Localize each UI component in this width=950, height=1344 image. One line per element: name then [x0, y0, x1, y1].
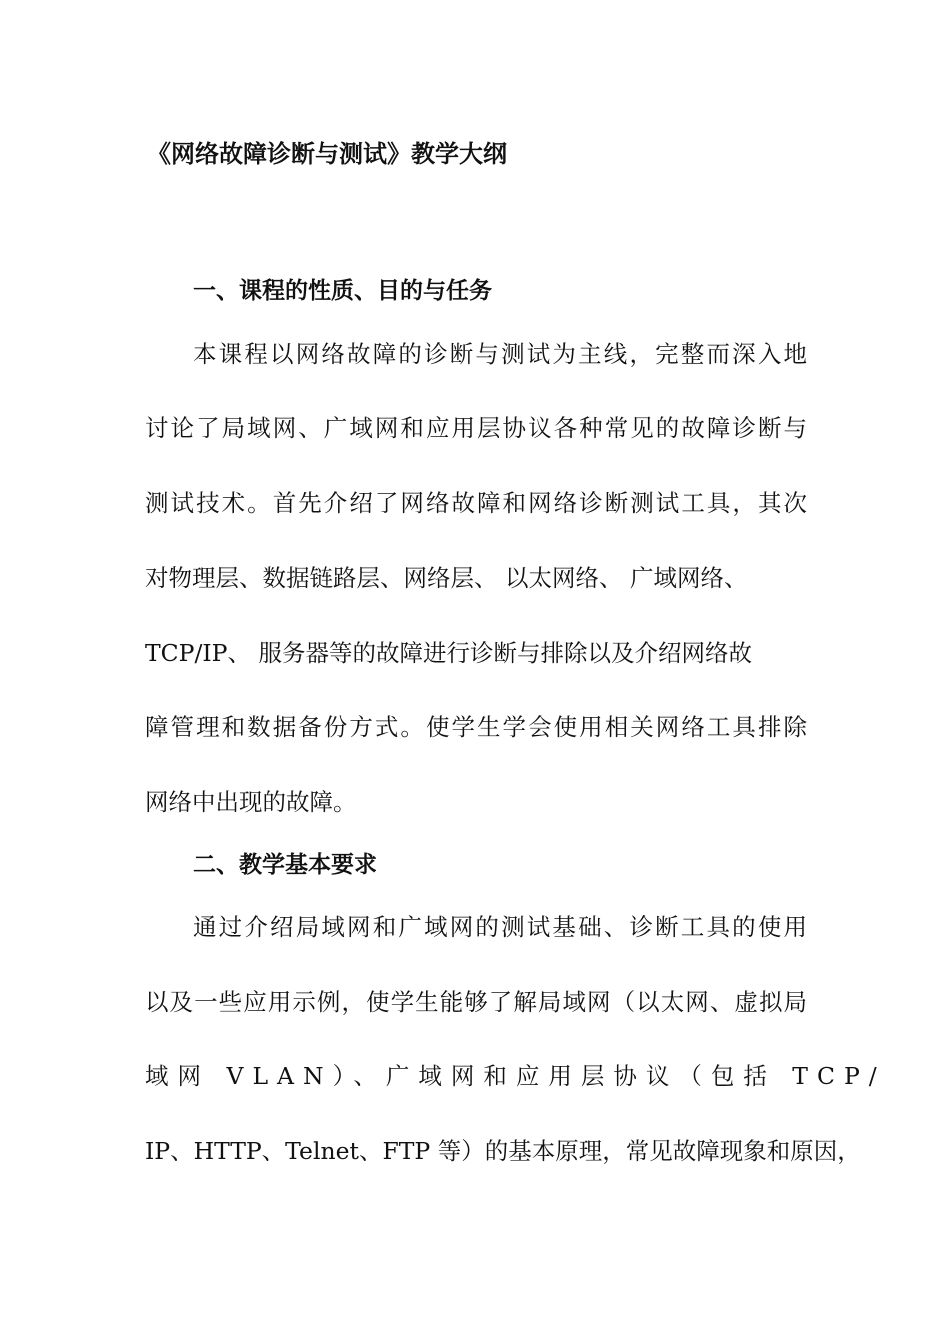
paragraph-line: 测试技术。首先介绍了网络故障和网络诊断测试工具，其次 [145, 489, 807, 517]
paragraph-line: 本课程以网络故障的诊断与测试为主线，完整而深入地 [193, 340, 807, 368]
paragraph-line: 域网 VLAN）、广域网和应用层协议（包括 TCP/ [145, 1062, 886, 1090]
paragraph-line: 对物理层、数据链路层、网络层、 以太网络、 广域网络、 [145, 564, 748, 592]
section-heading-1: 一、课程的性质、目的与任务 [193, 278, 492, 304]
paragraph-line: 网络中出现的故障。 [145, 788, 357, 816]
paragraph-line: TCP/IP、 服务器等的故障进行诊断与排除以及介绍网络故 [145, 639, 752, 667]
section-heading-2: 二、教学基本要求 [193, 852, 377, 878]
document-title: 《网络故障诊断与测试》教学大纲 [147, 140, 507, 168]
paragraph-line: 讨论了局域网、广域网和应用层协议各种常见的故障诊断与 [145, 414, 807, 442]
paragraph-line: 通过介绍局域网和广域网的测试基础、诊断工具的使用 [193, 913, 807, 941]
paragraph-line: 以及一些应用示例，使学生能够了解局域网（以太网、虚拟局 [145, 988, 807, 1016]
paragraph-line: IP、HTTP、Telnet、FTP 等）的基本原理，常见故障现象和原因， [145, 1137, 861, 1165]
paragraph-line: 障管理和数据备份方式。使学生学会使用相关网络工具排除 [145, 713, 807, 741]
